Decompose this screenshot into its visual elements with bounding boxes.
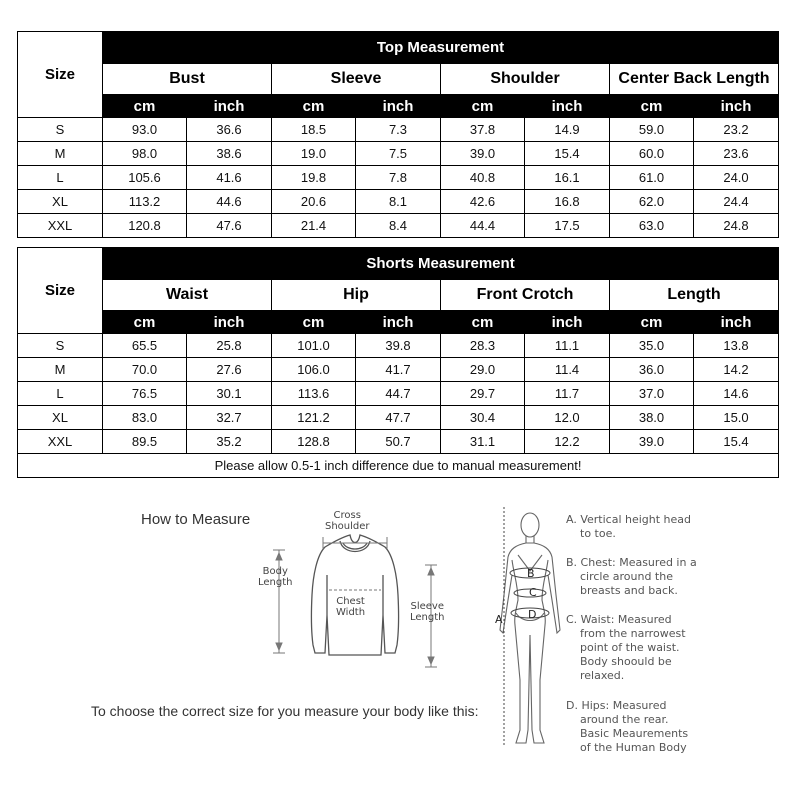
unit-header: cm (610, 311, 694, 334)
value-cell: 76.5 (103, 382, 187, 406)
value-cell: 50.7 (356, 430, 441, 454)
unit-header: cm (272, 95, 356, 118)
table-row (18, 406, 779, 430)
value-cell: 44.4 (441, 214, 525, 238)
value-cell: 39.0 (610, 430, 694, 454)
size-cell: S (18, 118, 103, 142)
unit-header: cm (272, 311, 356, 334)
value-cell: 61.0 (610, 166, 694, 190)
value-cell: 41.6 (187, 166, 272, 190)
size-cell: S (18, 334, 103, 358)
unit-header: cm (103, 95, 187, 118)
value-cell: 113.6 (272, 382, 356, 406)
value-cell: 29.0 (441, 358, 525, 382)
unit-header: inch (525, 311, 610, 334)
figure-point-a: A (495, 613, 503, 626)
value-cell: 30.1 (187, 382, 272, 406)
value-cell: 105.6 (103, 166, 187, 190)
value-cell: 40.8 (441, 166, 525, 190)
table-row (18, 166, 779, 190)
size-cell: XL (18, 406, 103, 430)
value-cell: 8.1 (356, 190, 441, 214)
value-cell: 7.5 (356, 142, 441, 166)
size-header: Size (18, 248, 103, 334)
group-header-bust: Bust (103, 64, 272, 95)
unit-header: inch (694, 311, 779, 334)
value-cell: 32.7 (187, 406, 272, 430)
size-cell: M (18, 358, 103, 382)
group-header-sleeve: Sleeve (272, 64, 441, 95)
group-header-waist: Waist (103, 280, 272, 311)
value-cell: 41.7 (356, 358, 441, 382)
unit-header: inch (187, 95, 272, 118)
unit-header: inch (187, 311, 272, 334)
value-cell: 7.3 (356, 118, 441, 142)
table-row (18, 142, 779, 166)
value-cell: 23.2 (694, 118, 779, 142)
measure-instruction-text: To choose the correct size for you measure your body like this: (91, 703, 479, 719)
value-cell: 65.5 (103, 334, 187, 358)
value-cell: 24.0 (694, 166, 779, 190)
value-cell: 93.0 (103, 118, 187, 142)
value-cell: 37.8 (441, 118, 525, 142)
cross-shoulder-label: Cross Shoulder (325, 510, 370, 532)
size-header: Size (18, 32, 103, 118)
unit-header: inch (525, 95, 610, 118)
shirt-diagram (255, 515, 465, 675)
value-cell: 47.7 (356, 406, 441, 430)
value-cell: 31.1 (441, 430, 525, 454)
value-cell: 62.0 (610, 190, 694, 214)
legend-b: B. Chest: Measured in a circle around the breasts and back. (566, 556, 697, 597)
legend-a: A. Vertical height head to toe. (566, 513, 692, 540)
table-row (18, 358, 779, 382)
figure-point-d: D (528, 608, 537, 621)
value-cell: 30.4 (441, 406, 525, 430)
size-cell: L (18, 166, 103, 190)
value-cell: 36.6 (187, 118, 272, 142)
value-cell: 11.4 (525, 358, 610, 382)
value-cell: 35.2 (187, 430, 272, 454)
value-cell: 101.0 (272, 334, 356, 358)
value-cell: 16.8 (525, 190, 610, 214)
value-cell: 37.0 (610, 382, 694, 406)
value-cell: 14.9 (525, 118, 610, 142)
value-cell: 47.6 (187, 214, 272, 238)
value-cell: 21.4 (272, 214, 356, 238)
value-cell: 17.5 (525, 214, 610, 238)
unit-header: cm (103, 311, 187, 334)
size-cell: L (18, 382, 103, 406)
value-cell: 11.7 (525, 382, 610, 406)
value-cell: 27.6 (187, 358, 272, 382)
value-cell: 13.8 (694, 334, 779, 358)
value-cell: 11.1 (525, 334, 610, 358)
group-header-hip: Hip (272, 280, 441, 311)
value-cell: 128.8 (272, 430, 356, 454)
table-row (18, 382, 779, 406)
legend-c: C. Waist: Measured from the narrowest point of the waist. Body shoould be relaxed. (566, 613, 686, 682)
value-cell: 39.8 (356, 334, 441, 358)
unit-header: inch (356, 311, 441, 334)
value-cell: 42.6 (441, 190, 525, 214)
value-cell: 12.0 (525, 406, 610, 430)
unit-header: inch (356, 95, 441, 118)
value-cell: 70.0 (103, 358, 187, 382)
value-cell: 24.8 (694, 214, 779, 238)
chest-width-label: Chest Width (336, 596, 366, 618)
unit-header: cm (441, 95, 525, 118)
value-cell: 19.8 (272, 166, 356, 190)
value-cell: 60.0 (610, 142, 694, 166)
size-cell: XXL (18, 430, 103, 454)
size-cell: XXL (18, 214, 103, 238)
value-cell: 23.6 (694, 142, 779, 166)
table-row (18, 430, 779, 454)
top-measurement-table (17, 31, 779, 238)
group-header-shoulder: Shoulder (441, 64, 610, 95)
value-cell: 16.1 (525, 166, 610, 190)
value-cell: 120.8 (103, 214, 187, 238)
value-cell: 113.2 (103, 190, 187, 214)
unit-header: cm (610, 95, 694, 118)
value-cell: 12.2 (525, 430, 610, 454)
value-cell: 98.0 (103, 142, 187, 166)
value-cell: 44.6 (187, 190, 272, 214)
measurement-note: Please allow 0.5-1 inch difference due to manual measurement! (18, 454, 779, 478)
value-cell: 106.0 (272, 358, 356, 382)
table-row (18, 190, 779, 214)
value-cell: 20.6 (272, 190, 356, 214)
value-cell: 8.4 (356, 214, 441, 238)
value-cell: 14.6 (694, 382, 779, 406)
group-header-front-crotch: Front Crotch (441, 280, 610, 311)
top-measurement-title: Top Measurement (103, 32, 779, 64)
body-figure-diagram (490, 505, 570, 750)
value-cell: 18.5 (272, 118, 356, 142)
shorts-measurement-title: Shorts Measurement (103, 248, 779, 280)
sleeve-length-label: Sleeve Length (410, 601, 445, 623)
how-to-measure-title: How to Measure (141, 511, 251, 528)
figure-point-b: B (527, 567, 535, 580)
value-cell: 121.2 (272, 406, 356, 430)
table-row (18, 118, 779, 142)
size-cell: M (18, 142, 103, 166)
value-cell: 89.5 (103, 430, 187, 454)
value-cell: 59.0 (610, 118, 694, 142)
value-cell: 14.2 (694, 358, 779, 382)
value-cell: 44.7 (356, 382, 441, 406)
value-cell: 63.0 (610, 214, 694, 238)
value-cell: 83.0 (103, 406, 187, 430)
value-cell: 15.4 (694, 430, 779, 454)
size-cell: XL (18, 190, 103, 214)
value-cell: 36.0 (610, 358, 694, 382)
unit-header: cm (441, 311, 525, 334)
value-cell: 38.6 (187, 142, 272, 166)
table-row (18, 214, 779, 238)
group-header-center-back-length: Center Back Length (610, 64, 779, 95)
value-cell: 19.0 (272, 142, 356, 166)
table-row (18, 334, 779, 358)
body-length-label: Body Length (258, 566, 293, 588)
legend-d: D. Hips: Measured around the rear. Basic Meaurements of the Human Body (566, 699, 689, 754)
group-header-length: Length (610, 280, 779, 311)
value-cell: 25.8 (187, 334, 272, 358)
value-cell: 7.8 (356, 166, 441, 190)
value-cell: 35.0 (610, 334, 694, 358)
figure-point-c: C (529, 586, 537, 599)
value-cell: 24.4 (694, 190, 779, 214)
value-cell: 38.0 (610, 406, 694, 430)
value-cell: 15.0 (694, 406, 779, 430)
unit-header: inch (694, 95, 779, 118)
value-cell: 28.3 (441, 334, 525, 358)
value-cell: 15.4 (525, 142, 610, 166)
value-cell: 39.0 (441, 142, 525, 166)
shorts-measurement-table (17, 247, 779, 478)
value-cell: 29.7 (441, 382, 525, 406)
